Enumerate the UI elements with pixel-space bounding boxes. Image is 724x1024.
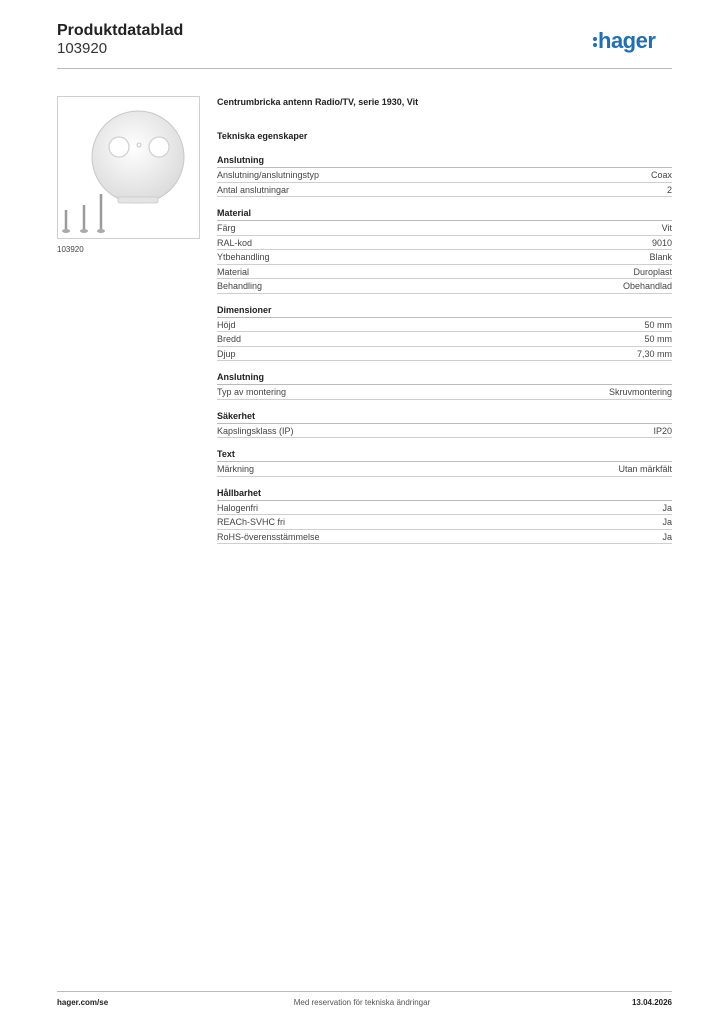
spec-group-title: Anslutning bbox=[217, 371, 672, 385]
spec-label: Material bbox=[217, 266, 250, 277]
spec-label: Bredd bbox=[217, 334, 242, 344]
spec-group-title: Material bbox=[217, 207, 672, 221]
spec-label: RoHS-överensstämmelse bbox=[217, 531, 320, 542]
spec-group-title: Säkerhet bbox=[217, 410, 672, 424]
header-divider bbox=[57, 68, 672, 69]
spec-row bbox=[217, 183, 672, 198]
product-image bbox=[57, 96, 200, 239]
spec-row bbox=[217, 236, 672, 251]
spec-row bbox=[217, 332, 672, 347]
properties-heading: Tekniska egenskaper bbox=[217, 131, 308, 141]
spec-label: Behandling bbox=[217, 281, 263, 291]
spec-value: 7,30 mm bbox=[636, 348, 672, 359]
spec-value: 9010 bbox=[651, 237, 672, 248]
spec-group bbox=[217, 487, 672, 545]
logo-text: hager bbox=[598, 28, 656, 53]
footer-divider bbox=[57, 991, 672, 992]
spec-value: Duroplast bbox=[633, 266, 672, 277]
spec-label: Färg bbox=[217, 223, 236, 233]
spec-row bbox=[217, 515, 672, 530]
spec-group-title: Hållbarhet bbox=[217, 487, 672, 501]
spec-row bbox=[217, 318, 672, 333]
logo-dots-icon bbox=[593, 35, 597, 49]
spec-label: Höjd bbox=[217, 319, 236, 330]
spec-row bbox=[217, 385, 672, 400]
footer-date: 13.04.2026 bbox=[631, 998, 672, 1007]
spec-value: 2 bbox=[666, 184, 672, 195]
spec-row bbox=[217, 424, 672, 439]
spec-label: Halogenfri bbox=[217, 502, 259, 513]
spec-label: RAL-kod bbox=[217, 237, 253, 248]
spec-row bbox=[217, 221, 672, 236]
spec-value: Blank bbox=[649, 252, 672, 262]
spec-value: 50 mm bbox=[644, 319, 672, 330]
spec-row bbox=[217, 265, 672, 280]
spec-value: Coax bbox=[650, 170, 672, 180]
spec-row bbox=[217, 250, 672, 265]
page-title: Produktdatablad bbox=[57, 22, 184, 39]
spec-value: 50 mm bbox=[644, 334, 672, 344]
spec-table bbox=[217, 154, 672, 554]
spec-row bbox=[217, 168, 672, 183]
spec-value: Vit bbox=[661, 223, 672, 233]
spec-label: Ytbehandling bbox=[217, 252, 270, 262]
spec-label: Typ av montering bbox=[217, 387, 287, 397]
footer-website: hager.com/se bbox=[57, 998, 109, 1007]
spec-group-title: Text bbox=[217, 448, 672, 462]
product-title: Centrumbricka antenn Radio/TV, serie 1930, Vit bbox=[217, 97, 419, 107]
spec-row bbox=[217, 530, 672, 545]
spec-group bbox=[217, 410, 672, 439]
spec-group bbox=[217, 448, 672, 477]
spec-value: Utan märkfält bbox=[618, 464, 672, 474]
spec-value: Ja bbox=[662, 517, 672, 527]
spec-group bbox=[217, 154, 672, 197]
spec-label: Märkning bbox=[217, 464, 255, 474]
spec-value: Ja bbox=[662, 502, 672, 513]
centre-plate-illustration bbox=[58, 97, 199, 238]
spec-label: REACh-SVHC fri bbox=[217, 517, 286, 527]
image-caption: 103920 bbox=[57, 245, 84, 254]
spec-row bbox=[217, 462, 672, 477]
spec-row bbox=[217, 501, 672, 516]
spec-value: IP20 bbox=[653, 425, 672, 436]
spec-label: Anslutning/anslutningstyp bbox=[217, 170, 320, 180]
spec-row bbox=[217, 279, 672, 294]
spec-label: Djup bbox=[217, 348, 236, 359]
spec-group bbox=[217, 207, 672, 294]
hager-logo bbox=[593, 28, 655, 54]
spec-group bbox=[217, 304, 672, 362]
spec-group-title: Anslutning bbox=[217, 154, 672, 168]
spec-value: Skruvmontering bbox=[608, 387, 672, 397]
spec-value: Ja bbox=[662, 531, 672, 542]
spec-row bbox=[217, 347, 672, 362]
product-number: 103920 bbox=[57, 40, 108, 57]
spec-group bbox=[217, 371, 672, 400]
spec-label: Kapslingsklass (IP) bbox=[217, 425, 294, 436]
spec-value: Obehandlad bbox=[622, 281, 672, 291]
footer-disclaimer: Med reservation för tekniska ändringar bbox=[293, 998, 431, 1007]
spec-label: Antal anslutningar bbox=[217, 184, 290, 195]
spec-group-title: Dimensioner bbox=[217, 304, 672, 318]
